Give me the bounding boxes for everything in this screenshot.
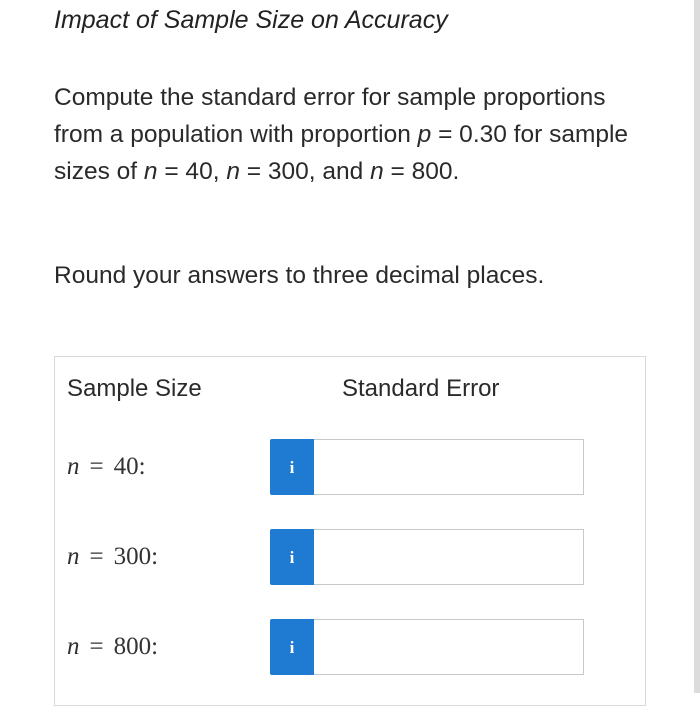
info-button[interactable] (270, 439, 314, 495)
row-label: n = 800: (67, 633, 159, 660)
svg-text:i: i (289, 638, 295, 656)
standard-error-input-n40[interactable] (314, 439, 584, 495)
column-header-standard-error: Standard Error (342, 375, 500, 402)
question-text: Compute the standard error for sample proportions from a population with proportion p = 0.30 for sample sizes of n = 40, n = 300, and n = 800. (54, 84, 629, 185)
problem-title: Impact of Sample Size on Accuracy (54, 6, 448, 34)
standard-error-input-n300[interactable] (314, 529, 584, 585)
standard-error-input-n800[interactable] (314, 619, 584, 675)
variable-n: n (226, 158, 240, 185)
variable-p: p (417, 121, 432, 148)
info-button[interactable] (270, 529, 314, 585)
info-button[interactable] (270, 619, 314, 675)
variable-n: n (370, 158, 384, 185)
scrollbar-track[interactable] (694, 0, 700, 693)
svg-text:i: i (289, 548, 295, 566)
row-label: n = 300: (67, 543, 159, 570)
table-row (55, 439, 645, 495)
column-header-sample-size: Sample Size (67, 375, 202, 402)
answer-table (54, 356, 646, 706)
table-row (55, 619, 645, 675)
table-row (55, 529, 645, 585)
info-icon (286, 548, 298, 566)
instruction-text: Round your answers to three decimal places. (54, 262, 545, 289)
svg-text:i: i (289, 458, 295, 476)
row-label: n = 40: (67, 453, 146, 480)
info-icon (286, 638, 298, 656)
variable-n: n (143, 158, 158, 185)
info-icon (286, 458, 298, 476)
